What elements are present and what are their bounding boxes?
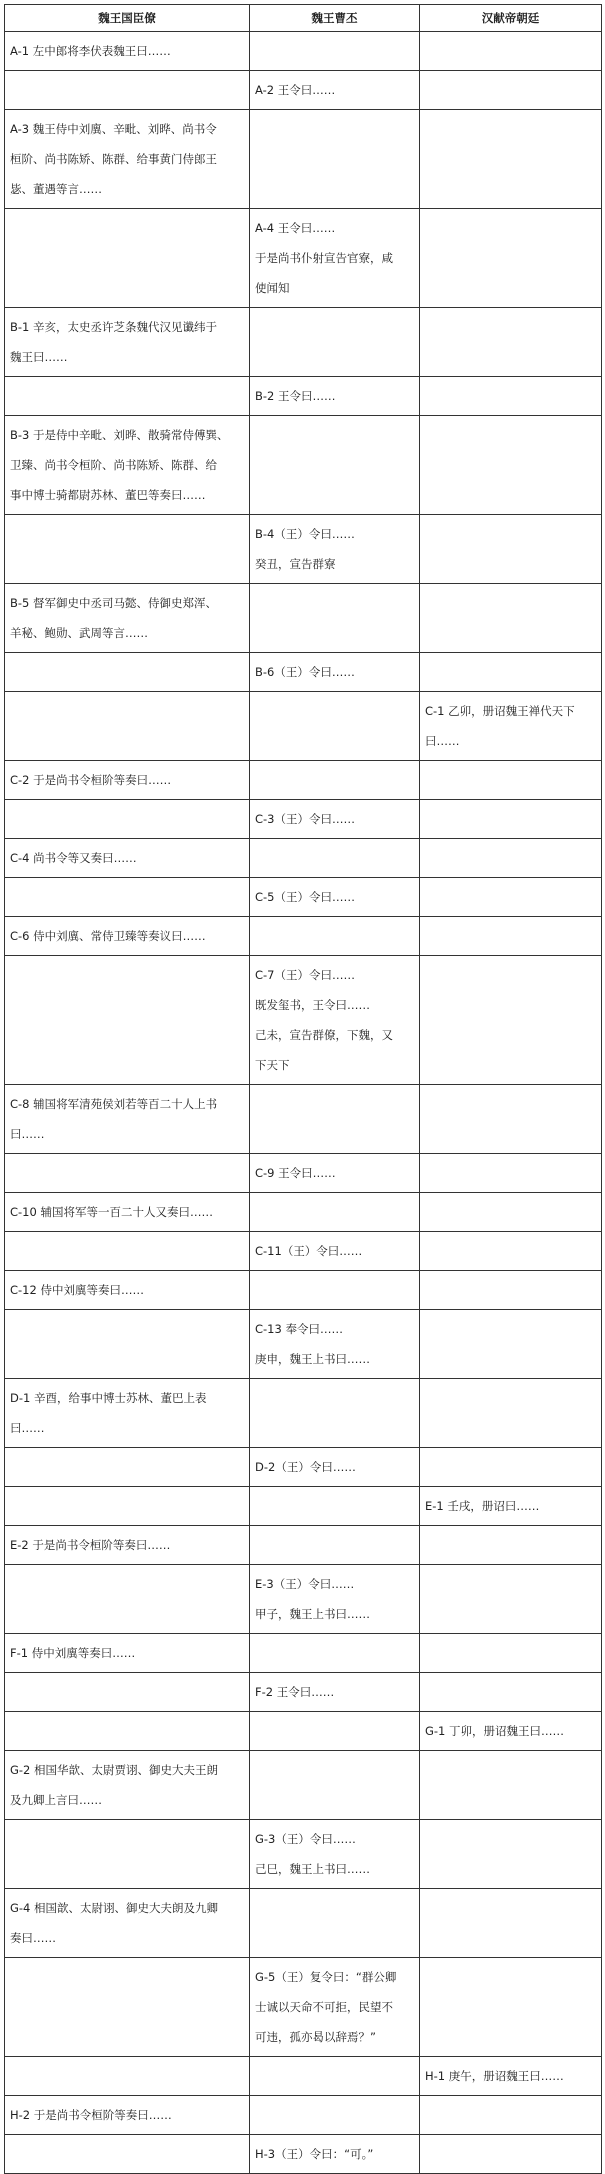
han-court-cell: [420, 2135, 602, 2174]
table-row: [5, 1526, 602, 1565]
table-row: [5, 584, 602, 653]
wei-officials-cell: [5, 308, 250, 377]
table-row: [5, 1958, 602, 2057]
cell-text-line: A-3 魏王侍中刘廙、辛毗、刘晔、尚书令: [10, 122, 217, 136]
wei-officials-cell: [5, 917, 250, 956]
wei-officials-cell: [5, 2135, 250, 2174]
cell-text-line: G-2 相国华歆、太尉贾诩、御史大夫王朗: [10, 1763, 219, 1777]
wei-officials-cell: [5, 1820, 250, 1889]
cao-pi-cell: [250, 2057, 420, 2096]
cell-text-line: 毖、董遇等言……: [10, 182, 102, 196]
cell-text-line: C-2 于是尚书令桓阶等奏曰……: [10, 773, 172, 787]
cell-text-line: D-1 辛酉，给事中博士苏林、董巴上表: [10, 1391, 207, 1405]
cell-text-line: C-8 辅国将军清苑侯刘若等百二十人上书: [10, 1097, 218, 1111]
han-court-cell: [420, 308, 602, 377]
table-row: [5, 32, 602, 71]
cao-pi-cell: [250, 209, 420, 308]
table-row: [5, 1634, 602, 1673]
han-court-cell: [420, 917, 602, 956]
cell-text-line: E-3（王）令曰……: [255, 1577, 355, 1591]
wei-officials-cell: [5, 1565, 250, 1634]
wei-officials-cell: [5, 32, 250, 71]
cao-pi-cell: [250, 1526, 420, 1565]
cell-text-line: C-6 侍中刘廙、常侍卫臻等奏议曰……: [10, 929, 206, 943]
wei-officials-cell: [5, 1085, 250, 1154]
cell-text-line: E-1 壬戌，册诏曰……: [425, 1499, 540, 1513]
cell-text-line: 及九卿上言曰……: [10, 1793, 102, 1807]
cell-text-line: C-10 辅国将军等一百二十人又奏曰……: [10, 1205, 213, 1219]
table-body: [5, 32, 602, 2174]
cao-pi-cell: [250, 1085, 420, 1154]
header-cao-pi: 魏王曹丕: [250, 5, 420, 32]
cao-pi-cell: [250, 32, 420, 71]
han-court-cell: [420, 1487, 602, 1526]
wei-officials-cell: [5, 377, 250, 416]
han-court-cell: [420, 1712, 602, 1751]
table-row: [5, 1673, 602, 1712]
cao-pi-cell: [250, 2096, 420, 2135]
cell-text-line: F-1 侍中刘廙等奏曰……: [10, 1646, 136, 1660]
wei-officials-cell: [5, 1751, 250, 1820]
wei-officials-cell: [5, 1958, 250, 2057]
cell-text-line: 使闻知: [255, 281, 290, 295]
cell-text-line: 羊秘、鲍勋、武周等言……: [10, 626, 148, 640]
han-court-cell: [420, 1271, 602, 1310]
table-row: [5, 1310, 602, 1379]
cell-text-line: 癸丑，宣告群寮: [255, 557, 336, 571]
cell-text-line: 曰……: [425, 734, 460, 748]
cell-text-line: A-4 王令曰……: [255, 221, 336, 235]
table-row: [5, 878, 602, 917]
wei-officials-cell: [5, 1379, 250, 1448]
cao-pi-cell: [250, 1232, 420, 1271]
cell-text-line: C-12 侍中刘廙等奏曰……: [10, 1283, 144, 1297]
han-court-cell: [420, 761, 602, 800]
table-row: [5, 653, 602, 692]
wei-officials-cell: [5, 1889, 250, 1958]
cell-text-line: H-1 庚午，册诏魏王曰……: [425, 2069, 564, 2083]
cell-text-line: 曰……: [10, 1127, 45, 1141]
wei-officials-cell: [5, 515, 250, 584]
wei-officials-cell: [5, 1193, 250, 1232]
cell-text-line: 下天下: [255, 1058, 290, 1072]
cell-text-line: B-4（王）令曰……: [255, 527, 355, 541]
table-row: [5, 1379, 602, 1448]
cell-text-line: C-9 王令曰……: [255, 1166, 336, 1180]
han-court-cell: [420, 692, 602, 761]
han-court-cell: [420, 1634, 602, 1673]
table-row: [5, 416, 602, 515]
wei-officials-cell: [5, 1271, 250, 1310]
wei-officials-cell: [5, 1634, 250, 1673]
wei-officials-cell: [5, 2057, 250, 2096]
cell-text-line: G-5（王）复令曰：“群公卿: [255, 1970, 397, 1984]
han-court-cell: [420, 653, 602, 692]
wei-officials-cell: [5, 1673, 250, 1712]
cao-pi-cell: [250, 839, 420, 878]
cao-pi-cell: [250, 761, 420, 800]
table-row: [5, 761, 602, 800]
han-court-cell: [420, 1820, 602, 1889]
cell-text-line: 庚申，魏王上书曰……: [255, 1352, 370, 1366]
wei-officials-cell: [5, 1232, 250, 1271]
cell-text-line: C-4 尚书令等又奏曰……: [10, 851, 137, 865]
cao-pi-cell: [250, 1310, 420, 1379]
cao-pi-cell: [250, 377, 420, 416]
cao-pi-cell: [250, 1487, 420, 1526]
cao-pi-cell: [250, 1271, 420, 1310]
table-row: [5, 209, 602, 308]
wei-officials-cell: [5, 1487, 250, 1526]
cao-pi-cell: [250, 308, 420, 377]
cao-pi-cell: [250, 653, 420, 692]
table-row: [5, 956, 602, 1085]
han-court-cell: [420, 1448, 602, 1487]
cell-text-line: 己未，宣告群僚，下魏，又: [255, 1028, 393, 1042]
wei-officials-cell: [5, 878, 250, 917]
cao-pi-cell: [250, 1751, 420, 1820]
cao-pi-cell: [250, 416, 420, 515]
cao-pi-cell: [250, 1958, 420, 2057]
cao-pi-cell: [250, 917, 420, 956]
table-row: [5, 1889, 602, 1958]
table-row: [5, 377, 602, 416]
wei-officials-cell: [5, 584, 250, 653]
han-court-cell: [420, 1193, 602, 1232]
table-row: [5, 110, 602, 209]
wei-officials-cell: [5, 839, 250, 878]
han-court-cell: [420, 515, 602, 584]
wei-officials-cell: [5, 2096, 250, 2135]
wei-officials-cell: [5, 761, 250, 800]
han-court-cell: [420, 32, 602, 71]
cao-pi-cell: [250, 692, 420, 761]
cao-pi-cell: [250, 1448, 420, 1487]
cell-text-line: 既发玺书，王令曰……: [255, 998, 370, 1012]
cao-pi-cell: [250, 515, 420, 584]
cell-text-line: C-11（王）令曰……: [255, 1244, 363, 1258]
cell-text-line: 可违，孤亦曷以辞焉？”: [255, 2030, 376, 2044]
cell-text-line: B-6（王）令曰……: [255, 665, 355, 679]
header-row: [5, 5, 602, 32]
cao-pi-cell: [250, 1193, 420, 1232]
wei-officials-cell: [5, 209, 250, 308]
table-row: [5, 1154, 602, 1193]
han-court-cell: [420, 1085, 602, 1154]
han-court-cell: [420, 800, 602, 839]
cell-text-line: D-2（王）令曰……: [255, 1460, 356, 1474]
han-court-cell: [420, 2096, 602, 2135]
wei-officials-cell: [5, 416, 250, 515]
table-row: [5, 1232, 602, 1271]
cao-pi-cell: [250, 1154, 420, 1193]
cao-pi-cell: [250, 1820, 420, 1889]
cell-text-line: C-13 奉令曰……: [255, 1322, 343, 1336]
table-row: [5, 1271, 602, 1310]
cao-pi-cell: [250, 2135, 420, 2174]
chronology-table: [4, 4, 602, 2174]
table-row: [5, 2096, 602, 2135]
wei-officials-cell: [5, 653, 250, 692]
cell-text-line: B-2 王令曰……: [255, 389, 336, 403]
table-row: [5, 2057, 602, 2096]
cell-text-line: 甲子，魏王上书曰……: [255, 1607, 370, 1621]
han-court-cell: [420, 2057, 602, 2096]
table-row: [5, 692, 602, 761]
han-court-cell: [420, 1526, 602, 1565]
han-court-cell: [420, 1379, 602, 1448]
cao-pi-cell: [250, 800, 420, 839]
cell-text-line: 士诚以天命不可拒，民望不: [255, 2000, 393, 2014]
table-row: [5, 308, 602, 377]
table-row: [5, 839, 602, 878]
cell-text-line: B-1 辛亥，太史丞许芝条魏代汉见谶纬于: [10, 320, 218, 334]
cell-text-line: E-2 于是尚书令桓阶等奏曰……: [10, 1538, 171, 1552]
table-row: [5, 71, 602, 110]
cao-pi-cell: [250, 1889, 420, 1958]
cao-pi-cell: [250, 584, 420, 653]
cell-text-line: G-4 相国歆、太尉诩、御史大夫朗及九卿: [10, 1901, 219, 1915]
cao-pi-cell: [250, 1565, 420, 1634]
cao-pi-cell: [250, 1712, 420, 1751]
cell-text-line: G-1 丁卯，册诏魏王曰……: [425, 1724, 565, 1738]
cell-text-line: A-2 王令曰……: [255, 83, 336, 97]
cell-text-line: H-2 于是尚书令桓阶等奏曰……: [10, 2108, 172, 2122]
cao-pi-cell: [250, 71, 420, 110]
table-row: [5, 1565, 602, 1634]
han-court-cell: [420, 1232, 602, 1271]
cell-text-line: 事中博士骑都尉苏林、董巴等奏曰……: [10, 488, 206, 502]
table-row: [5, 800, 602, 839]
wei-officials-cell: [5, 692, 250, 761]
cell-text-line: A-1 左中郎将李伏表魏王曰……: [10, 44, 171, 58]
table-row: [5, 1820, 602, 1889]
han-court-cell: [420, 377, 602, 416]
han-court-cell: [420, 956, 602, 1085]
han-court-cell: [420, 1310, 602, 1379]
wei-officials-cell: [5, 956, 250, 1085]
table-row: [5, 917, 602, 956]
cell-text-line: B-3 于是侍中辛毗、刘晔、散骑常侍傅巽、: [10, 428, 229, 442]
cao-pi-cell: [250, 110, 420, 209]
wei-officials-cell: [5, 1712, 250, 1751]
han-court-cell: [420, 1958, 602, 2057]
cao-pi-cell: [250, 956, 420, 1085]
table-row: [5, 1712, 602, 1751]
han-court-cell: [420, 416, 602, 515]
cell-text-line: F-2 王令曰……: [255, 1685, 335, 1699]
han-court-cell: [420, 1673, 602, 1712]
header-wei-officials: 魏王国臣僚: [5, 5, 250, 32]
cell-text-line: B-5 督军御史中丞司马懿、侍御史郑浑、: [10, 596, 218, 610]
wei-officials-cell: [5, 1154, 250, 1193]
han-court-cell: [420, 1154, 602, 1193]
han-court-cell: [420, 584, 602, 653]
cell-text-line: 魏王曰……: [10, 350, 68, 364]
wei-officials-cell: [5, 1310, 250, 1379]
table-row: [5, 1751, 602, 1820]
table-row: [5, 1193, 602, 1232]
wei-officials-cell: [5, 800, 250, 839]
cell-text-line: 曰……: [10, 1421, 45, 1435]
han-court-cell: [420, 1751, 602, 1820]
table-row: [5, 1448, 602, 1487]
cell-text-line: 己巳，魏王上书曰……: [255, 1862, 370, 1876]
cao-pi-cell: [250, 878, 420, 917]
cao-pi-cell: [250, 1379, 420, 1448]
han-court-cell: [420, 1889, 602, 1958]
han-court-cell: [420, 1565, 602, 1634]
cell-text-line: 卫臻、尚书令桓阶、尚书陈矫、陈群、给: [10, 458, 217, 472]
wei-officials-cell: [5, 71, 250, 110]
han-court-cell: [420, 71, 602, 110]
table-row: [5, 1487, 602, 1526]
han-court-cell: [420, 110, 602, 209]
cao-pi-cell: [250, 1673, 420, 1712]
table-row: [5, 1085, 602, 1154]
han-court-cell: [420, 839, 602, 878]
cao-pi-cell: [250, 1634, 420, 1673]
cell-text-line: 于是尚书仆射宣告官寮，咸: [255, 251, 393, 265]
cell-text-line: 桓阶、尚书陈矫、陈群、给事黄门侍郎王: [10, 152, 217, 166]
cell-text-line: C-3（王）令曰……: [255, 812, 355, 826]
cell-text-line: G-3（王）令曰……: [255, 1832, 356, 1846]
cell-text-line: C-7（王）令曰……: [255, 968, 355, 982]
han-court-cell: [420, 209, 602, 308]
header-han-court: 汉献帝朝廷: [420, 5, 602, 32]
cell-text-line: H-3（王）令曰：“可。”: [255, 2147, 374, 2161]
table-row: [5, 2135, 602, 2174]
cell-text-line: 奏曰……: [10, 1931, 56, 1945]
cell-text-line: C-1 乙卯，册诏魏王禅代天下: [425, 704, 575, 718]
table-row: [5, 515, 602, 584]
wei-officials-cell: [5, 1526, 250, 1565]
han-court-cell: [420, 878, 602, 917]
wei-officials-cell: [5, 1448, 250, 1487]
cell-text-line: C-5（王）令曰……: [255, 890, 355, 904]
wei-officials-cell: [5, 110, 250, 209]
